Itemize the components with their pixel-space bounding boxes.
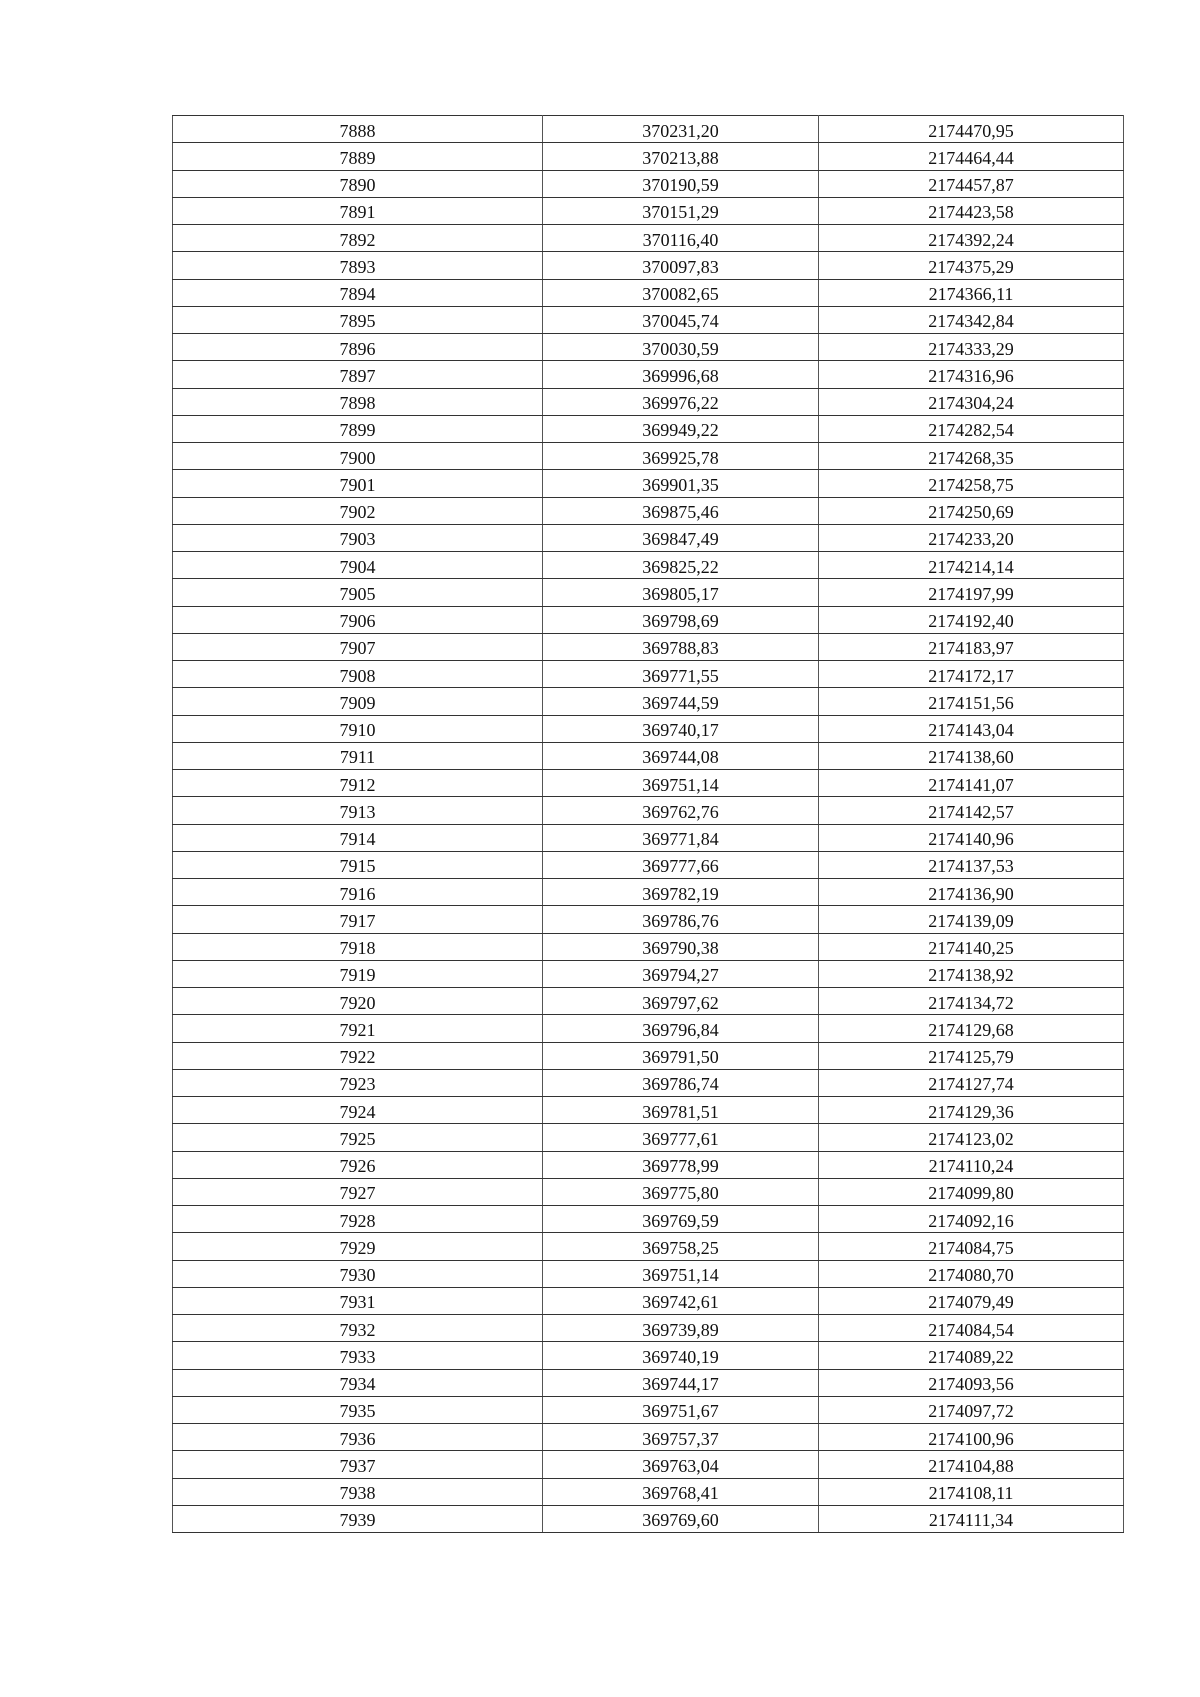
y-coordinate-cell: 2174080,70 bbox=[819, 1260, 1124, 1287]
x-coordinate-cell: 369771,55 bbox=[543, 661, 819, 688]
point-number-cell: 7919 bbox=[173, 960, 543, 987]
x-coordinate-cell: 369751,14 bbox=[543, 770, 819, 797]
point-number-cell: 7929 bbox=[173, 1233, 543, 1260]
table-body bbox=[173, 116, 1124, 1533]
x-coordinate-cell: 369768,41 bbox=[543, 1478, 819, 1505]
table-row bbox=[173, 1505, 1124, 1532]
x-coordinate-cell: 370082,65 bbox=[543, 279, 819, 306]
x-coordinate-cell: 369782,19 bbox=[543, 879, 819, 906]
point-number-cell: 7907 bbox=[173, 633, 543, 660]
table-row bbox=[173, 1424, 1124, 1451]
x-coordinate-cell: 369875,46 bbox=[543, 497, 819, 524]
y-coordinate-cell: 2174127,74 bbox=[819, 1069, 1124, 1096]
table-row bbox=[173, 279, 1124, 306]
x-coordinate-cell: 369775,80 bbox=[543, 1178, 819, 1205]
point-number-cell: 7889 bbox=[173, 143, 543, 170]
x-coordinate-cell: 369791,50 bbox=[543, 1042, 819, 1069]
point-number-cell: 7910 bbox=[173, 715, 543, 742]
point-number-cell: 7888 bbox=[173, 116, 543, 143]
point-number-cell: 7891 bbox=[173, 197, 543, 224]
y-coordinate-cell: 2174258,75 bbox=[819, 470, 1124, 497]
table-row bbox=[173, 851, 1124, 878]
x-coordinate-cell: 370045,74 bbox=[543, 306, 819, 333]
y-coordinate-cell: 2174142,57 bbox=[819, 797, 1124, 824]
y-coordinate-cell: 2174268,35 bbox=[819, 443, 1124, 470]
x-coordinate-cell: 369740,17 bbox=[543, 715, 819, 742]
y-coordinate-cell: 2174084,54 bbox=[819, 1315, 1124, 1342]
x-coordinate-cell: 369744,17 bbox=[543, 1369, 819, 1396]
table-row bbox=[173, 1233, 1124, 1260]
point-number-cell: 7898 bbox=[173, 388, 543, 415]
y-coordinate-cell: 2174172,17 bbox=[819, 661, 1124, 688]
table-row bbox=[173, 1342, 1124, 1369]
table-row bbox=[173, 633, 1124, 660]
table-row bbox=[173, 470, 1124, 497]
y-coordinate-cell: 2174342,84 bbox=[819, 306, 1124, 333]
x-coordinate-cell: 369777,61 bbox=[543, 1124, 819, 1151]
y-coordinate-cell: 2174138,92 bbox=[819, 960, 1124, 987]
point-number-cell: 7938 bbox=[173, 1478, 543, 1505]
y-coordinate-cell: 2174183,97 bbox=[819, 633, 1124, 660]
point-number-cell: 7914 bbox=[173, 824, 543, 851]
table-row bbox=[173, 879, 1124, 906]
x-coordinate-cell: 369901,35 bbox=[543, 470, 819, 497]
table-row bbox=[173, 797, 1124, 824]
point-number-cell: 7922 bbox=[173, 1042, 543, 1069]
y-coordinate-cell: 2174316,96 bbox=[819, 361, 1124, 388]
table-row bbox=[173, 116, 1124, 143]
table-row bbox=[173, 415, 1124, 442]
y-coordinate-cell: 2174197,99 bbox=[819, 579, 1124, 606]
x-coordinate-cell: 369771,84 bbox=[543, 824, 819, 851]
point-number-cell: 7934 bbox=[173, 1369, 543, 1396]
y-coordinate-cell: 2174104,88 bbox=[819, 1451, 1124, 1478]
table-row bbox=[173, 960, 1124, 987]
point-number-cell: 7924 bbox=[173, 1097, 543, 1124]
y-coordinate-cell: 2174108,11 bbox=[819, 1478, 1124, 1505]
x-coordinate-cell: 370151,29 bbox=[543, 197, 819, 224]
point-number-cell: 7896 bbox=[173, 334, 543, 361]
y-coordinate-cell: 2174192,40 bbox=[819, 606, 1124, 633]
table-row bbox=[173, 661, 1124, 688]
table-row bbox=[173, 906, 1124, 933]
point-number-cell: 7908 bbox=[173, 661, 543, 688]
x-coordinate-cell: 370116,40 bbox=[543, 225, 819, 252]
table-row bbox=[173, 1451, 1124, 1478]
y-coordinate-cell: 2174423,58 bbox=[819, 197, 1124, 224]
x-coordinate-cell: 370231,20 bbox=[543, 116, 819, 143]
x-coordinate-cell: 370097,83 bbox=[543, 252, 819, 279]
table-row bbox=[173, 1478, 1124, 1505]
point-number-cell: 7895 bbox=[173, 306, 543, 333]
point-number-cell: 7901 bbox=[173, 470, 543, 497]
y-coordinate-cell: 2174457,87 bbox=[819, 170, 1124, 197]
x-coordinate-cell: 369739,89 bbox=[543, 1315, 819, 1342]
x-coordinate-cell: 369786,74 bbox=[543, 1069, 819, 1096]
table-row bbox=[173, 1178, 1124, 1205]
table-row bbox=[173, 197, 1124, 224]
table-row bbox=[173, 715, 1124, 742]
table-row bbox=[173, 1287, 1124, 1314]
point-number-cell: 7926 bbox=[173, 1151, 543, 1178]
y-coordinate-cell: 2174366,11 bbox=[819, 279, 1124, 306]
x-coordinate-cell: 369786,76 bbox=[543, 906, 819, 933]
point-number-cell: 7911 bbox=[173, 742, 543, 769]
x-coordinate-cell: 370190,59 bbox=[543, 170, 819, 197]
y-coordinate-cell: 2174464,44 bbox=[819, 143, 1124, 170]
point-number-cell: 7918 bbox=[173, 933, 543, 960]
point-number-cell: 7892 bbox=[173, 225, 543, 252]
table-row bbox=[173, 933, 1124, 960]
point-number-cell: 7935 bbox=[173, 1396, 543, 1423]
table-row bbox=[173, 1097, 1124, 1124]
x-coordinate-cell: 369925,78 bbox=[543, 443, 819, 470]
y-coordinate-cell: 2174333,29 bbox=[819, 334, 1124, 361]
y-coordinate-cell: 2174151,56 bbox=[819, 688, 1124, 715]
table-row bbox=[173, 170, 1124, 197]
point-number-cell: 7893 bbox=[173, 252, 543, 279]
y-coordinate-cell: 2174250,69 bbox=[819, 497, 1124, 524]
y-coordinate-cell: 2174129,36 bbox=[819, 1097, 1124, 1124]
point-number-cell: 7928 bbox=[173, 1206, 543, 1233]
point-number-cell: 7921 bbox=[173, 1015, 543, 1042]
point-number-cell: 7927 bbox=[173, 1178, 543, 1205]
point-number-cell: 7923 bbox=[173, 1069, 543, 1096]
table-row bbox=[173, 688, 1124, 715]
table-row bbox=[173, 1396, 1124, 1423]
x-coordinate-cell: 369798,69 bbox=[543, 606, 819, 633]
table-row bbox=[173, 443, 1124, 470]
y-coordinate-cell: 2174143,04 bbox=[819, 715, 1124, 742]
table-row bbox=[173, 1206, 1124, 1233]
y-coordinate-cell: 2174097,72 bbox=[819, 1396, 1124, 1423]
point-number-cell: 7933 bbox=[173, 1342, 543, 1369]
x-coordinate-cell: 370213,88 bbox=[543, 143, 819, 170]
x-coordinate-cell: 369788,83 bbox=[543, 633, 819, 660]
x-coordinate-cell: 369763,04 bbox=[543, 1451, 819, 1478]
table-row bbox=[173, 579, 1124, 606]
table-row bbox=[173, 988, 1124, 1015]
x-coordinate-cell: 370030,59 bbox=[543, 334, 819, 361]
y-coordinate-cell: 2174110,24 bbox=[819, 1151, 1124, 1178]
table-row bbox=[173, 1042, 1124, 1069]
x-coordinate-cell: 369796,84 bbox=[543, 1015, 819, 1042]
x-coordinate-cell: 369847,49 bbox=[543, 524, 819, 551]
x-coordinate-cell: 369949,22 bbox=[543, 415, 819, 442]
table-row bbox=[173, 361, 1124, 388]
point-number-cell: 7897 bbox=[173, 361, 543, 388]
x-coordinate-cell: 369825,22 bbox=[543, 552, 819, 579]
y-coordinate-cell: 2174138,60 bbox=[819, 742, 1124, 769]
point-number-cell: 7912 bbox=[173, 770, 543, 797]
table-row bbox=[173, 252, 1124, 279]
x-coordinate-cell: 369777,66 bbox=[543, 851, 819, 878]
x-coordinate-cell: 369778,99 bbox=[543, 1151, 819, 1178]
y-coordinate-cell: 2174137,53 bbox=[819, 851, 1124, 878]
table-row bbox=[173, 388, 1124, 415]
point-number-cell: 7930 bbox=[173, 1260, 543, 1287]
table-row bbox=[173, 1015, 1124, 1042]
table-row bbox=[173, 225, 1124, 252]
table-row bbox=[173, 1124, 1124, 1151]
point-number-cell: 7899 bbox=[173, 415, 543, 442]
table-row bbox=[173, 824, 1124, 851]
point-number-cell: 7900 bbox=[173, 443, 543, 470]
x-coordinate-cell: 369794,27 bbox=[543, 960, 819, 987]
y-coordinate-cell: 2174214,14 bbox=[819, 552, 1124, 579]
y-coordinate-cell: 2174089,22 bbox=[819, 1342, 1124, 1369]
point-number-cell: 7906 bbox=[173, 606, 543, 633]
point-number-cell: 7904 bbox=[173, 552, 543, 579]
y-coordinate-cell: 2174140,96 bbox=[819, 824, 1124, 851]
point-number-cell: 7925 bbox=[173, 1124, 543, 1151]
y-coordinate-cell: 2174304,24 bbox=[819, 388, 1124, 415]
x-coordinate-cell: 369762,76 bbox=[543, 797, 819, 824]
y-coordinate-cell: 2174233,20 bbox=[819, 524, 1124, 551]
table-row bbox=[173, 552, 1124, 579]
point-number-cell: 7936 bbox=[173, 1424, 543, 1451]
table-row bbox=[173, 1151, 1124, 1178]
point-number-cell: 7932 bbox=[173, 1315, 543, 1342]
table-row bbox=[173, 742, 1124, 769]
x-coordinate-cell: 369742,61 bbox=[543, 1287, 819, 1314]
table-row bbox=[173, 497, 1124, 524]
x-coordinate-cell: 369751,14 bbox=[543, 1260, 819, 1287]
table-row bbox=[173, 606, 1124, 633]
point-number-cell: 7890 bbox=[173, 170, 543, 197]
point-number-cell: 7917 bbox=[173, 906, 543, 933]
x-coordinate-cell: 369769,59 bbox=[543, 1206, 819, 1233]
point-number-cell: 7905 bbox=[173, 579, 543, 606]
coordinates-table bbox=[172, 115, 1124, 1533]
x-coordinate-cell: 369790,38 bbox=[543, 933, 819, 960]
y-coordinate-cell: 2174129,68 bbox=[819, 1015, 1124, 1042]
y-coordinate-cell: 2174125,79 bbox=[819, 1042, 1124, 1069]
y-coordinate-cell: 2174100,96 bbox=[819, 1424, 1124, 1451]
point-number-cell: 7920 bbox=[173, 988, 543, 1015]
y-coordinate-cell: 2174123,02 bbox=[819, 1124, 1124, 1151]
y-coordinate-cell: 2174111,34 bbox=[819, 1505, 1124, 1532]
x-coordinate-cell: 369757,37 bbox=[543, 1424, 819, 1451]
point-number-cell: 7931 bbox=[173, 1287, 543, 1314]
y-coordinate-cell: 2174470,95 bbox=[819, 116, 1124, 143]
x-coordinate-cell: 369781,51 bbox=[543, 1097, 819, 1124]
y-coordinate-cell: 2174092,16 bbox=[819, 1206, 1124, 1233]
table-row bbox=[173, 524, 1124, 551]
point-number-cell: 7916 bbox=[173, 879, 543, 906]
x-coordinate-cell: 369744,59 bbox=[543, 688, 819, 715]
x-coordinate-cell: 369797,62 bbox=[543, 988, 819, 1015]
table-row bbox=[173, 1069, 1124, 1096]
y-coordinate-cell: 2174079,49 bbox=[819, 1287, 1124, 1314]
table-row bbox=[173, 143, 1124, 170]
table-row bbox=[173, 334, 1124, 361]
point-number-cell: 7939 bbox=[173, 1505, 543, 1532]
x-coordinate-cell: 369769,60 bbox=[543, 1505, 819, 1532]
y-coordinate-cell: 2174375,29 bbox=[819, 252, 1124, 279]
y-coordinate-cell: 2174282,54 bbox=[819, 415, 1124, 442]
point-number-cell: 7913 bbox=[173, 797, 543, 824]
y-coordinate-cell: 2174084,75 bbox=[819, 1233, 1124, 1260]
y-coordinate-cell: 2174140,25 bbox=[819, 933, 1124, 960]
table-row bbox=[173, 306, 1124, 333]
point-number-cell: 7903 bbox=[173, 524, 543, 551]
table-row bbox=[173, 1315, 1124, 1342]
y-coordinate-cell: 2174099,80 bbox=[819, 1178, 1124, 1205]
x-coordinate-cell: 369976,22 bbox=[543, 388, 819, 415]
y-coordinate-cell: 2174141,07 bbox=[819, 770, 1124, 797]
point-number-cell: 7915 bbox=[173, 851, 543, 878]
point-number-cell: 7902 bbox=[173, 497, 543, 524]
point-number-cell: 7909 bbox=[173, 688, 543, 715]
point-number-cell: 7937 bbox=[173, 1451, 543, 1478]
table-row bbox=[173, 770, 1124, 797]
x-coordinate-cell: 369996,68 bbox=[543, 361, 819, 388]
y-coordinate-cell: 2174392,24 bbox=[819, 225, 1124, 252]
point-number-cell: 7894 bbox=[173, 279, 543, 306]
x-coordinate-cell: 369744,08 bbox=[543, 742, 819, 769]
x-coordinate-cell: 369740,19 bbox=[543, 1342, 819, 1369]
x-coordinate-cell: 369758,25 bbox=[543, 1233, 819, 1260]
y-coordinate-cell: 2174139,09 bbox=[819, 906, 1124, 933]
x-coordinate-cell: 369805,17 bbox=[543, 579, 819, 606]
y-coordinate-cell: 2174093,56 bbox=[819, 1369, 1124, 1396]
y-coordinate-cell: 2174134,72 bbox=[819, 988, 1124, 1015]
y-coordinate-cell: 2174136,90 bbox=[819, 879, 1124, 906]
x-coordinate-cell: 369751,67 bbox=[543, 1396, 819, 1423]
table-row bbox=[173, 1260, 1124, 1287]
table-row bbox=[173, 1369, 1124, 1396]
